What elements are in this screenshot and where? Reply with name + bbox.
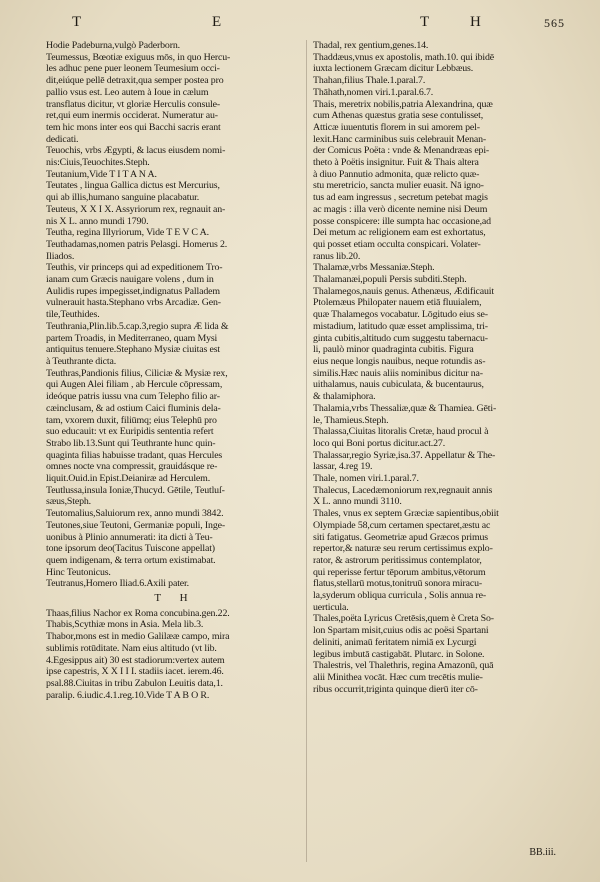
- right-column: [313, 40, 567, 695]
- text-line: omnes nocte vna compressit, grauidásque re-: [46, 461, 218, 473]
- page-number: 565: [544, 16, 565, 30]
- text-line: posse conspicere: ille sumpta hac occasione,ad: [313, 215, 491, 227]
- text-line: antiquitus tenuere.Stephano Mysiæ ciuitas est: [46, 344, 220, 356]
- text-line: loco qui Boni portus dicitur.act.27.: [313, 437, 446, 449]
- text-line: ret,qui eum inermis occiderat. Numeratur au-: [46, 110, 218, 122]
- text-line: ribus occurrit,triginta quinque dierū iter cō-: [313, 683, 478, 695]
- text-line: psal.88.Ciuitas in tribu Zabulon Leuitis data,1.: [46, 677, 223, 689]
- text-line: Ptolemæus Philopater nauem etiā fluuialem,: [313, 297, 482, 309]
- text-line: Atticæ iuuentutis florem in sui amorem pel-: [313, 121, 480, 133]
- text-line: iuxta lectionem Græcam dicitur Lebbæus.: [313, 63, 474, 75]
- text-line: Hodie Padeburna,vulgò Paderborn.: [46, 40, 180, 51]
- text-line: Thais, meretrix nobilis,patria Alexandrina, quæ: [313, 98, 493, 110]
- text-line: Teutha, regina Illyriorum, Vide T E V C A.: [46, 227, 209, 239]
- text-line: Teuthrania,Plin.lib.5.cap.3,regio supra Æ lida &: [46, 320, 229, 332]
- text-line: Teutomalius,Saluiorum rex, anno mundi 3842.: [46, 508, 224, 520]
- text-line: Thales,poëta Lyricus Cretēsis,quem è Creta So-: [313, 613, 494, 625]
- text-line: Hinc Teutonicus.: [46, 566, 111, 578]
- text-line: qui ab illis,humano sanguine placabatur.: [46, 192, 200, 204]
- text-line: Teuthras,Pandionis filius, Ciliciæ & Mysiæ rex,: [46, 367, 228, 379]
- header-left-mid-letter: E: [212, 14, 223, 30]
- right-column-lines: [313, 40, 567, 695]
- text-line: tone ipsorum deo(Tacitus Tuiscone appellat): [46, 543, 215, 555]
- text-line: tam, vxorem duxit, filiūmq; eius Telephū pro: [46, 414, 217, 426]
- text-line: Thales, vnus ex septem Græciæ sapientibus,obiit: [313, 508, 499, 520]
- text-line: & thalamiphora.: [313, 391, 376, 403]
- header-right-mid-letter: T: [420, 14, 431, 30]
- text-line: Thalamæ,vrbs Messaniæ.Steph.: [313, 262, 435, 274]
- text-line: repertor,& naturæ seu rerum certissimus explo-: [313, 543, 493, 555]
- text-line: 4.Egesippus ait) 30 est stadiorum:vertex autem: [46, 654, 225, 666]
- text-line: qui reperisse fertur tēporum ambitus,vētorum: [313, 566, 486, 578]
- text-line: der Comicus Poëta : vnde & Menandræas epi-: [313, 145, 490, 157]
- text-line: Teuthadamas,nomen patris Pelasgi. Homerus 2.: [46, 238, 228, 250]
- text-line: tem hic mons inter eos qui Bacchi sacris erant: [46, 121, 221, 133]
- text-line: alii Minithea vocāt. Hæc cum trecētis mulie-: [313, 671, 483, 683]
- text-line: Olympiade 58,cum certamen spectaret,æstu ac: [313, 519, 491, 531]
- text-line: Thalassar,regio Syriæ,isa.37. Appellatur & The-: [313, 449, 496, 461]
- text-line: flatus,stellarū motus,tonitruū sonora miracu-: [313, 578, 483, 590]
- text-line: suo educauit: vt ex Euripidis sententia refert: [46, 426, 214, 438]
- text-line: Teuochis, vrbs Ægypti, & lacus eiusdem nomi-: [46, 145, 226, 157]
- text-line: Thaddæus,vnus ex apostolis, math.10. qui ibidē: [313, 51, 494, 63]
- text-line: Thāhath,nomen viri.1.paral.6.7.: [313, 86, 434, 98]
- text-line: Thalecus, Lacedæmoniorum rex,regnauit annis: [313, 484, 493, 496]
- text-line: Teuthis, vir princeps qui ad expeditionem Tro-: [46, 262, 223, 274]
- text-line: Aulidis rupes impegisset,indignatus Palladem: [46, 285, 220, 297]
- text-line: Teutlussa,insula Ioniæ,Thucyd. Gētile, Teutluſ-: [46, 484, 225, 496]
- text-line: quaginta filias habuisse tradant, quas Hercules: [46, 449, 223, 461]
- text-line: uerticula.: [313, 601, 349, 613]
- text-line: theto à Poëtis insignitur. Fuit & Thais altera: [313, 157, 479, 169]
- text-line: li, paulò minor quadraginta cubitis. Figura: [313, 344, 474, 356]
- left-column-tail-lines: [46, 608, 304, 702]
- text-line: tile,Teuthides.: [46, 309, 100, 321]
- text-line: Teuteus, X X I X. Assyriorum rex, regnauit an-: [46, 203, 226, 215]
- text-line: ginta cubitis,altitudo cum suggestu tabernacu-: [313, 332, 488, 344]
- text-line: à Teuthrante dicta.: [46, 355, 117, 367]
- text-line: qui Augen Alei filiam , ab Hercule cōpressam,: [46, 379, 223, 391]
- text-line: ideóque patris iussu vna cum Telepho filio ar-: [46, 391, 220, 403]
- text-line: partem Troadis, in Mediterraneo, quam Mysi: [46, 332, 218, 344]
- text-line: lexit.Hanc carminibus suis celebrauit Menan-: [313, 133, 487, 145]
- text-line: Thaas,filius Nachor ex Roma concubina.gen.22.: [46, 607, 230, 619]
- text-line: nis X L. anno mundi 1790.: [46, 215, 149, 227]
- text-line: dedicati.: [46, 133, 79, 145]
- text-line: Thalamegos,nauis genus. Athenæus, Ædificauit: [313, 285, 494, 297]
- text-line: X L. anno mundi 3110.: [313, 496, 402, 508]
- catchword: BB.iii.: [529, 847, 556, 858]
- text-line: sublimis rotūditate. Nam eius altitudo (vt lib.: [46, 642, 217, 654]
- text-line: quæ Thalamegos vocabatur. Lōgitudo eius se-: [313, 309, 488, 321]
- text-line: Strabo lib.13.Sunt qui Teuthrante hunc quin-: [46, 437, 216, 449]
- text-line: rator, & astrorum peritissimus contemplator,: [313, 554, 482, 566]
- text-line: transflatus dicitur, vt gloriæ Herculis consule-: [46, 98, 220, 110]
- text-line: uonibus à Plinio annumerati: ita dicti à Teu-: [46, 531, 213, 543]
- text-line: Teutones,siue Teutoni, Germaniæ populi, Inge-: [46, 519, 225, 531]
- text-line: Thalamia,vrbs Thessaliæ,quæ & Thamiea. Gēti-: [313, 402, 497, 414]
- text-line: les adhuc pene puer leonem Teumesium occi-: [46, 63, 220, 75]
- text-line: Thalassa,Ciuitas litoralis Cretæ, haud procul à: [313, 426, 489, 438]
- text-line: ac magis : illa verò dicente nemine nisi Deum: [313, 203, 488, 215]
- text-line: ianam cum Græcis nauigare volens , dum in: [46, 274, 214, 286]
- text-line: Teutanium,Vide T I T A N A.: [46, 168, 157, 180]
- text-line: Teutranus,Homero Iliad.6.Axili pater.: [46, 578, 189, 590]
- text-line: lon Spartam misit,cuius odis ac poësi Spartani: [313, 625, 489, 637]
- text-line: quem indigenam, & terra ortum existimabat.: [46, 554, 216, 566]
- section-heading: T H: [154, 592, 196, 605]
- text-line: similis.Hæc nauis aliis nominibus dicitur na-: [313, 367, 483, 379]
- left-column-lines: [46, 40, 304, 590]
- text-line: Thabis,Scythiæ mons in Asia. Mela lib.3.: [46, 619, 204, 631]
- text-line: la,syderum obliqua curricula , Solis annua re-: [313, 590, 486, 602]
- running-header: [0, 10, 600, 36]
- text-line: Thalestris, vel Thalethris, regina Amazonū, quā: [313, 660, 494, 672]
- text-line: vulnerauit hasta.Stephano vrbs Arcadiæ. Gen-: [46, 297, 221, 309]
- text-line: cum Athenas quæstus gratia sese contulisset,: [313, 110, 484, 122]
- text-line: legibus imbutā castigabāt. Plutarc. in Solone.: [313, 648, 485, 660]
- text-line: Thadal, rex gentium,genes.14.: [313, 40, 429, 51]
- text-line: Dei metum ac religionem eam est exhortatus,: [313, 227, 486, 239]
- text-line: lassar, 4.reg 19.: [313, 461, 373, 473]
- text-line: le, Thamieus.Steph.: [313, 414, 389, 426]
- column-gutter: [306, 40, 307, 862]
- header-right-letter: H: [470, 14, 482, 30]
- text-line: deliniti, animaū feritatem nimiā ex Lycurgi: [313, 636, 477, 648]
- text-line: à diuo Pannutio admonita, quæ relicto quæ-: [313, 168, 480, 180]
- text-line: mistadium, latitudo quæ esset amplissima, tri-: [313, 320, 488, 332]
- text-line: cæinclusam, & ad ostium Caici fluminis dela-: [46, 402, 221, 414]
- text-line: Teumessus, Bœotiæ exiguus mōs, in quo Hercu-: [46, 51, 231, 63]
- text-line: Iliados.: [46, 250, 75, 262]
- text-line: Thahan,filius Thale.1.paral.7.: [313, 75, 426, 87]
- text-line: ipse capestris, X X I I I. stadiis iacet. ierem.46.: [46, 666, 224, 678]
- text-line: Thalamanæi,populi Persis subditi.Steph.: [313, 274, 467, 286]
- text-line: paralip. 6.iudic.4.1.reg.10.Vide T A B O R.: [46, 689, 210, 701]
- left-column: [46, 40, 304, 701]
- text-line: stu meretricio, sancta mulier euasit. Nā igno-: [313, 180, 484, 192]
- text-line: uithalamus, nauis cubiculata, & bucentaurus,: [313, 379, 484, 391]
- text-line: ranus lib.20.: [313, 250, 361, 262]
- text-line: Thale, nomen viri.1.paral.7.: [313, 473, 419, 485]
- header-left-letter: T: [72, 14, 83, 30]
- text-line: dit,eiúque pellē detraxit,qua semper postea pro: [46, 75, 224, 87]
- text-line: tus ad eam ingressus , secretum petebat magis: [313, 192, 488, 204]
- text-line: qui posset etiam occulta conspicari. Volater-: [313, 238, 481, 250]
- text-line: Thabor,mons est in medio Galilææ campo, mira: [46, 631, 230, 643]
- text-line: siti fatigatus. Geometriæ apud Græcos primus: [313, 531, 488, 543]
- text-line: eius neque longis nauibus, neque rotundis as-: [313, 355, 486, 367]
- text-line: sæus,Steph.: [46, 496, 91, 508]
- text-line: nis:Ciuis,Teuochites.Steph.: [46, 157, 150, 169]
- text-line: liquit.Ouid.in Epist.Deianiræ ad Herculem.: [46, 473, 211, 485]
- text-line: Teutates , lingua Gallica dictus est Mercurius,: [46, 180, 220, 192]
- text-line: pallio vsus est. Leo autem à Ioue in cælum: [46, 86, 209, 98]
